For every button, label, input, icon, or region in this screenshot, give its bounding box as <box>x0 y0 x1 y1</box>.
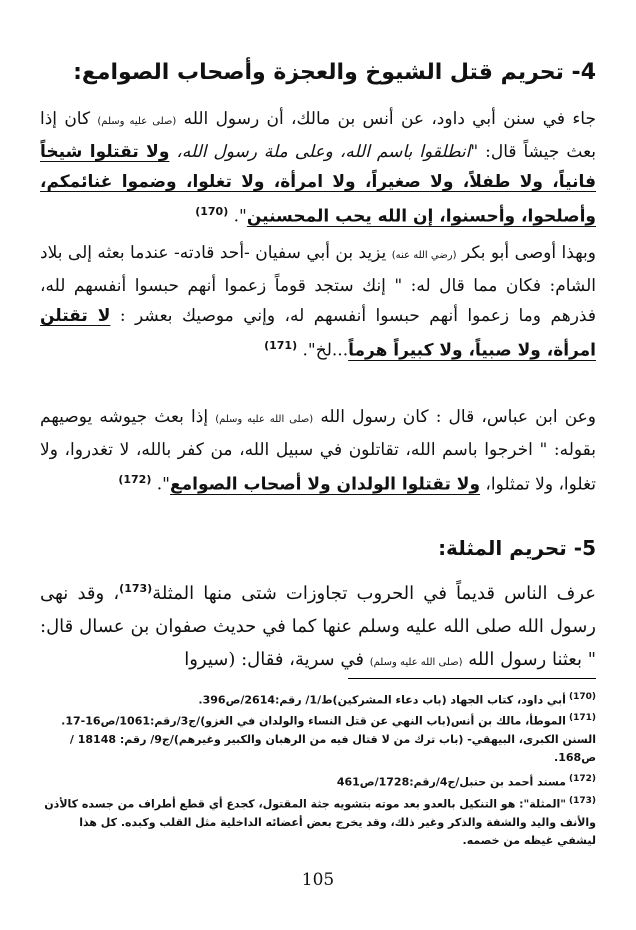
paragraph-abu-dawud-hadith <box>40 104 596 232</box>
footnote-171-text: الموطأ، مالك بن أنس(باب النهي عن قتل النساء والولدان في الغزو)/ج3/رقم:1061/ص16-17. السنن الكبرى، البيهقي- (باب ترك من لا قتال فيه من الرهبان والكبير وغيرهم)/ج9/ رقم: 18148 /ص168. <box>61 714 596 764</box>
p2-text-2: يزيد بن أبي سفيان -أحد قادته- عندما بعثه إلى بلاد الشام: فكان مما قال له: " إنك ستجد قوماً زعموا أنهم حبسوا أنفسهم لله، فذرهم وما زعموا أنهم حبسوا أنفسهم له، وإني موصيك بعشر : <box>40 243 596 326</box>
p4-text-3: في سرية، فقال: (سيروا <box>184 649 364 670</box>
footnote-ref-172: (172) <box>118 473 152 486</box>
p2-text-1: وبهذا أوصى أبو بكر <box>461 243 596 263</box>
section-4-heading: 4- تحريم قتل الشيوخ والعجزة وأصحاب الصوامع: <box>73 60 596 85</box>
section-5-heading: 5- تحريم المثلة: <box>438 536 596 560</box>
paragraph-abu-bakr-advice <box>40 238 596 366</box>
footnote-ref-170: (170) <box>195 205 229 218</box>
p2-radhi-honorific: (رضي الله عنه) <box>391 250 457 261</box>
footnote-173-text: "المثلة": هو التنكيل بالعدو بعد موته بتشويه جثة المقتول، كجدع أي قطع أطراف من جسده كالأذن والأنف واليد والشفة والذكر وغير ذلك، وقد يخرج بعض أعضائه الداخلية مثل القلب وكبده. كل هذا ليشفي غيظه من خصمه. <box>44 797 596 847</box>
p1-close: ". <box>233 206 247 227</box>
footnote-170-text: أبي داود، كتاب الجهاد (باب دعاء المشركين)ط/1/ رقم:2614/ص396. <box>198 693 566 707</box>
footnote-173-number: (173) <box>568 796 596 806</box>
footnote-separator <box>348 678 596 679</box>
footnote-ref-171: (171) <box>264 339 298 352</box>
page-number: 105 <box>301 870 335 890</box>
footnote-172-text: مسند أحمد بن حنبل/ج4/رقم:1728/ص461 <box>336 775 566 789</box>
p4-salla-honorific: (صلى الله عليه وسلم) <box>369 657 463 668</box>
p4-text-1: عرف الناس قديماً في الحروب تجاوزات شتى منها المثلة <box>152 583 596 604</box>
footnote-173 <box>40 792 596 850</box>
p3-salla-honorific: (صلى الله عليه وسلم) <box>215 414 314 425</box>
footnote-171 <box>40 709 596 767</box>
p3-text-2: إذا بعث جيوشه يوصيهم بقوله: " اخرجوا باسم الله، تقاتلون في سبيل الله، من كفر بالله، لا تغدروا، ولا تغلوا، ولا تمثلوا، <box>40 407 596 495</box>
p1-lead: كان إذا بعث جيشاً قال: " <box>40 109 597 162</box>
footnote-172 <box>40 770 596 792</box>
p1-intro: جاء في سنن أبي داود، عن أنس بن مالك، أن رسول الله <box>183 109 596 129</box>
p1-emphasized-prohibition: ولا تقتلوا شيخاً فانياً، ولا طفلاً، ولا صغيراً، ولا امرأة، ولا تغلوا، وضموا غنائمكم، وأصلحوا، وأحسنوا، إن الله يحب المحسنين <box>40 142 596 227</box>
footnote-170-number: (170) <box>568 692 596 702</box>
footnote-170 <box>40 688 596 710</box>
p3-text-1: وعن ابن عباس، قال : كان رسول الله <box>320 407 596 427</box>
p1-quote: انطلقوا باسم الله، وعلى ملة رسول الله، <box>176 142 471 162</box>
p1-salla-honorific: (صلى عليه وسلم) <box>97 116 177 127</box>
p4-text-2: ، وقد نهى رسول الله صلى الله عليه وسلم عنها كما في حديث صفوان بن عسال قال: " بعثنا رسول الله <box>40 583 596 670</box>
footnote-172-number: (172) <box>568 774 596 784</box>
p3-emphasized-prohibition: ولا تقتلوا الولدان ولا أصحاب الصوامع <box>170 474 481 495</box>
p2-emphasized-prohibition: لا تقتلن امرأة، ولا صبياً، ولا كبيراً هرماً <box>40 306 596 361</box>
p3-close: ". <box>156 474 171 495</box>
p2-tail: ...لخ". <box>302 340 349 361</box>
paragraph-mutilation <box>40 572 596 679</box>
footnote-ref-173: (173) <box>119 582 153 595</box>
paragraph-ibn-abbas-hadith <box>40 402 596 500</box>
footnote-171-number: (171) <box>568 713 596 723</box>
